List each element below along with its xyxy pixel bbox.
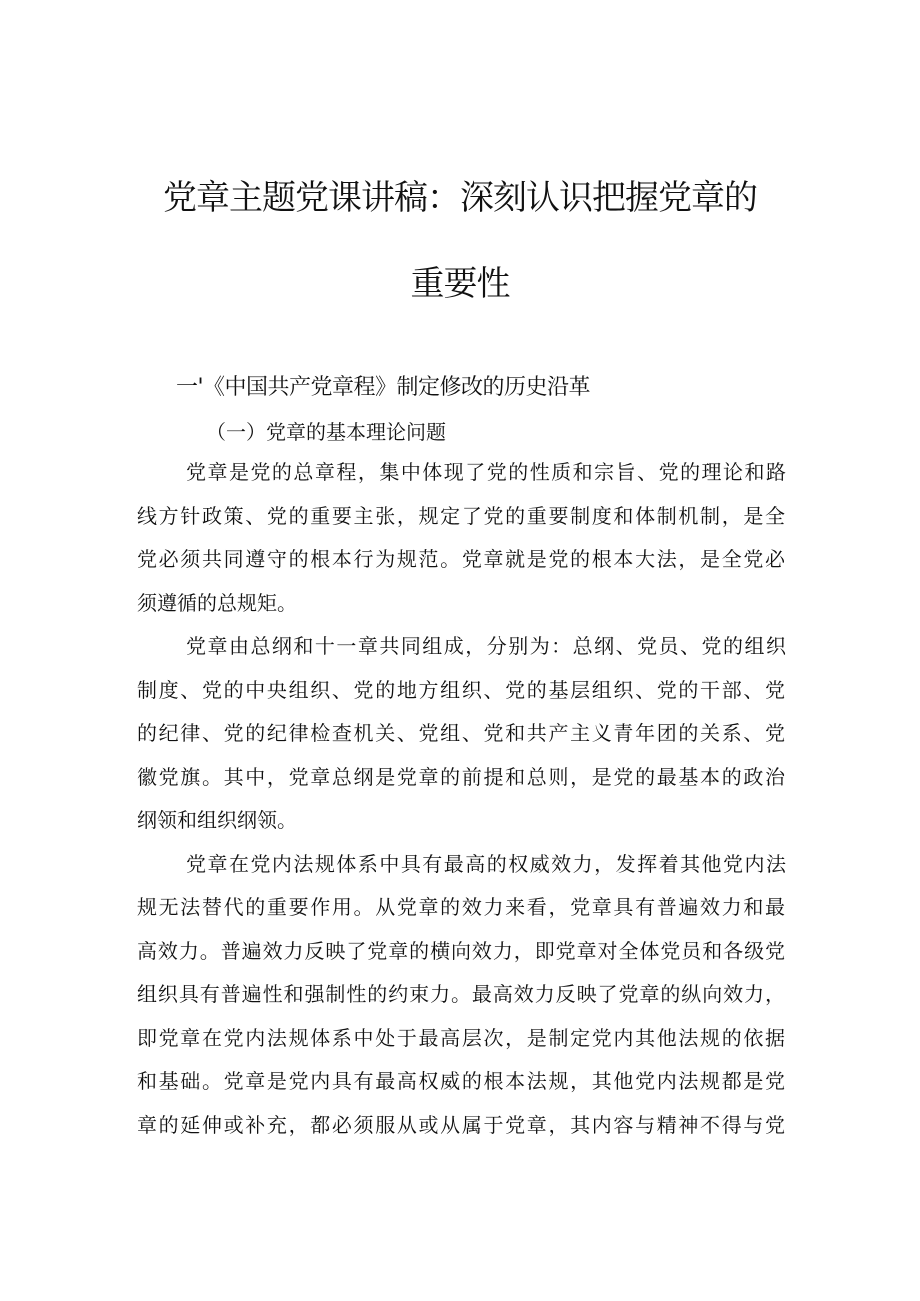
paragraph-2-line-5: 纲领和组织纲领。 xyxy=(137,808,297,832)
document-title-line-1: 党章主题党课讲稿：深刻认识把握党章的 xyxy=(163,178,757,218)
section-heading: 一'《中国共产党章程》制定修改的历史沿革 xyxy=(176,375,591,400)
paragraph-1-line-1: 党章是党的总章程，集中体现了党的性质和宗旨、党的理论和路 xyxy=(186,460,786,484)
paragraph-2-line-3: 的纪律、党的纪律检查机关、党组、党和共产主义青年团的关系、党 xyxy=(137,721,785,745)
paragraph-3-line-6: 和基础。党章是党内具有最高权威的根本法规，其他党内法规都是党 xyxy=(137,1069,785,1093)
paragraph-3-line-7: 章的延伸或补充，都必须服从或从属于党章，其内容与精神不得与党 xyxy=(137,1113,785,1137)
paragraph-1-line-3: 党必须共同遵守的根本行为规范。党章就是党的根本大法，是全党必 xyxy=(137,547,785,571)
paragraph-1-line-2: 线方针政策、党的重要主张，规定了党的重要制度和体制机制，是全 xyxy=(137,504,785,528)
paragraph-2-line-2: 制度、党的中央组织、党的地方组织、党的基层组织、党的干部、党 xyxy=(137,678,785,702)
subsection-heading: （一）党章的基本理论问题 xyxy=(206,420,446,444)
paragraph-2-line-4: 徽党旗。其中，党章总纲是党章的前提和总则，是党的最基本的政治 xyxy=(137,765,785,789)
paragraph-3-line-3: 高效力。普遍效力反映了党章的横向效力，即党章对全体党员和各级党 xyxy=(137,939,785,963)
paragraph-1-line-4: 须遵循的总规矩。 xyxy=(137,591,297,615)
document-title-line-2: 重要性 xyxy=(410,264,510,304)
paragraph-3-line-5: 即党章在党内法规体系中处于最高层次，是制定党内其他法规的依据 xyxy=(137,1026,785,1050)
paragraph-3-line-2: 规无法替代的重要作用。从党章的效力来看，党章具有普遍效力和最 xyxy=(137,895,785,919)
paragraph-3-line-4: 组织具有普遍性和强制性的约束力。最高效力反映了党章的纵向效力， xyxy=(137,982,785,1006)
paragraph-2-line-1: 党章由总纲和十一章共同组成，分别为：总纲、党员、党的组织 xyxy=(186,634,786,658)
paragraph-3-line-1: 党章在党内法规体系中具有最高的权威效力，发挥着其他党内法 xyxy=(186,852,786,876)
